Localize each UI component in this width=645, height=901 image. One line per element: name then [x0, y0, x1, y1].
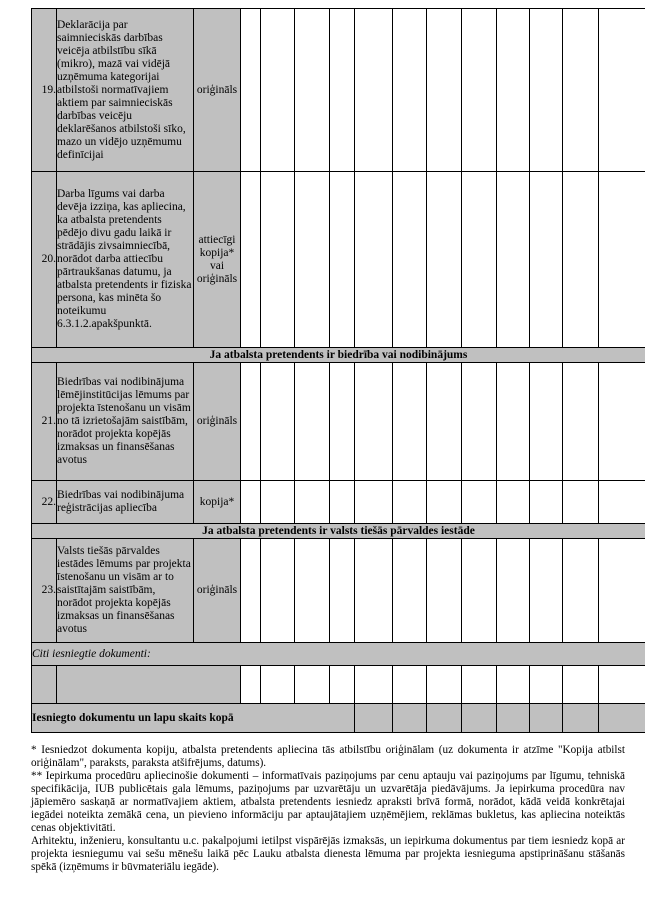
table-cell[interactable]	[497, 9, 530, 172]
row-number: 19.	[32, 9, 57, 172]
document-form: kopija*	[194, 481, 241, 524]
table-cell[interactable]	[530, 481, 563, 524]
table-cell[interactable]	[530, 704, 563, 733]
table-cell[interactable]	[241, 666, 261, 704]
table-cell[interactable]	[295, 9, 330, 172]
table-cell[interactable]	[599, 9, 645, 172]
row-number: 23.	[32, 539, 57, 643]
table-cell[interactable]	[530, 666, 563, 704]
table-cell[interactable]	[530, 539, 563, 643]
table-cell[interactable]	[295, 363, 330, 481]
table-cell[interactable]	[261, 666, 295, 704]
table-cell[interactable]	[57, 666, 241, 704]
table-cell[interactable]	[599, 481, 645, 524]
table-cell[interactable]	[462, 666, 497, 704]
table-cell[interactable]	[393, 172, 427, 348]
row-number: 22.	[32, 481, 57, 524]
table-cell[interactable]	[355, 481, 393, 524]
document-description: Darba līgums vai darba devēja izziņa, kas apliecina, ka atbalsta pretendents pēdējo divu gadu laikā ir strādājis zivsaimniecībā, norādot darba attiecību pārtraukšanas datumu, ja atbalsta pretendents ir fiziska persona, kas minēta šo noteikumu 6.3.1.2.apakšpunktā.	[57, 172, 194, 348]
table-row	[32, 539, 645, 643]
table-cell[interactable]	[462, 481, 497, 524]
table-cell[interactable]	[530, 363, 563, 481]
table-cell[interactable]	[393, 363, 427, 481]
table-cell[interactable]	[295, 172, 330, 348]
total-label: Iesniegto dokumentu un lapu skaits kopā	[32, 704, 355, 733]
table-cell[interactable]	[599, 172, 645, 348]
table-cell[interactable]	[241, 539, 261, 643]
table-cell[interactable]	[427, 363, 462, 481]
table-row	[32, 363, 645, 481]
footnote-copy: * Iesniedzot dokumenta kopiju, atbalsta pretendents apliecina tās atbilstību oriģinālam (uz dokumenta ir atzīme "Kopija atbilst oriģinālam", paraksts, paraksta atšifrējums, datums).	[31, 744, 625, 769]
table-cell[interactable]	[563, 666, 599, 704]
footnotes	[31, 744, 625, 874]
other-documents-label: Citi iesniegtie dokumenti:	[32, 643, 645, 666]
table-cell[interactable]	[599, 704, 645, 733]
table-cell[interactable]	[241, 363, 261, 481]
table-cell[interactable]	[261, 172, 295, 348]
table-cell[interactable]	[563, 539, 599, 643]
document-description: Biedrības vai nodibinājuma reģistrācijas apliecība	[57, 481, 194, 524]
table-cell[interactable]	[355, 9, 393, 172]
table-cell[interactable]	[295, 539, 330, 643]
document-form: oriģināls	[194, 363, 241, 481]
table-cell[interactable]	[497, 481, 530, 524]
table-cell[interactable]	[32, 666, 57, 704]
row-number: 20.	[32, 172, 57, 348]
table-cell[interactable]	[427, 172, 462, 348]
table-cell[interactable]	[462, 704, 497, 733]
table-cell[interactable]	[330, 666, 355, 704]
table-cell[interactable]	[330, 539, 355, 643]
table-cell[interactable]	[497, 363, 530, 481]
table-cell[interactable]	[261, 9, 295, 172]
table-cell[interactable]	[462, 363, 497, 481]
table-cell[interactable]	[462, 539, 497, 643]
documents-table	[31, 8, 645, 733]
table-cell[interactable]	[241, 9, 261, 172]
table-cell[interactable]	[530, 9, 563, 172]
section-heading: Ja atbalsta pretendents ir valsts tiešās pārvaldes iestāde	[32, 524, 645, 539]
document-form: oriģināls	[194, 9, 241, 172]
table-cell[interactable]	[462, 172, 497, 348]
table-cell[interactable]	[599, 666, 645, 704]
table-cell[interactable]	[563, 481, 599, 524]
table-cell[interactable]	[427, 9, 462, 172]
total-row	[32, 704, 645, 733]
table-cell[interactable]	[599, 539, 645, 643]
table-cell[interactable]	[393, 9, 427, 172]
table-cell[interactable]	[427, 704, 462, 733]
table-row	[32, 172, 645, 348]
section-row	[32, 643, 645, 666]
document-description: Biedrības vai nodibinājuma lēmējinstitūcijas lēmums par projekta īstenošanu un visām no tā izrietošajām saistībām, norādot projekta kopējās izmaksas un finansēšanas avotus	[57, 363, 194, 481]
table-cell[interactable]	[241, 481, 261, 524]
table-cell[interactable]	[355, 666, 393, 704]
table-cell[interactable]	[393, 539, 427, 643]
table-cell[interactable]	[497, 704, 530, 733]
table-cell[interactable]	[295, 666, 330, 704]
table-cell[interactable]	[427, 539, 462, 643]
table-cell[interactable]	[427, 666, 462, 704]
table-cell[interactable]	[563, 704, 599, 733]
table-cell[interactable]	[330, 172, 355, 348]
row-number: 21.	[32, 363, 57, 481]
section-row	[32, 348, 645, 363]
table-cell[interactable]	[355, 363, 393, 481]
footnote-procurement: ** Iepirkuma procedūru apliecinošie dokumenti – informatīvais paziņojums par cenu aptauju vai paziņojums par līgumu, tehniskā specifikācija, IUB publicētais gala lēmums, paziņojums par uzvarētāju un uzvarētāja piedāvājums. Ja iepirkuma procedūra nav jāpiemēro saskaņā ar normatīvajiem aktiem, atbalsta pretendents iesniedz apraksti brīvā formā, norādot, kādā veidā konkrētajai iegādei noteikta zemākā cena, un pievieno informāciju par aptaujātajiem uzņēmējiem, reklāmas bukletus, kas apliecina noteiktās cenas objektivitāti.	[31, 770, 625, 834]
table-row	[32, 9, 645, 172]
table-cell[interactable]	[563, 172, 599, 348]
table-cell[interactable]	[462, 9, 497, 172]
table-cell[interactable]	[497, 539, 530, 643]
table-cell[interactable]	[497, 666, 530, 704]
table-cell[interactable]	[355, 172, 393, 348]
table-cell[interactable]	[393, 481, 427, 524]
table-cell[interactable]	[330, 9, 355, 172]
table-cell[interactable]	[393, 704, 427, 733]
section-heading: Ja atbalsta pretendents ir biedrība vai nodibinājums	[32, 348, 645, 363]
document-description: Valsts tiešās pārvaldes iestādes lēmums par projekta īstenošanu un visām ar to saistītajām saistībām, norādot projekta kopējās izmaksas un finansēšanas avotus	[57, 539, 194, 643]
table-cell[interactable]	[261, 363, 295, 481]
document-form: oriģināls	[194, 539, 241, 643]
table-row	[32, 481, 645, 524]
table-cell[interactable]	[330, 363, 355, 481]
table-row	[32, 666, 645, 704]
document-description: Deklarācija par saimnieciskās darbības veicēja atbilstību sīkā (mikro), mazā vai vidējā uzņēmuma kategorijai atbilstoši normatīvajiem aktiem par saimnieciskās darbības veicēju deklarēšanos atbilstoši sīko, mazo un vidējo uzņēmumu definīcijai	[57, 9, 194, 172]
table-cell[interactable]	[330, 481, 355, 524]
table-cell[interactable]	[393, 666, 427, 704]
table-cell[interactable]	[295, 481, 330, 524]
table-cell[interactable]	[241, 172, 261, 348]
table-cell[interactable]	[355, 539, 393, 643]
table-cell[interactable]	[599, 363, 645, 481]
section-row	[32, 524, 645, 539]
footnote-services: Arhitektu, inženieru, konsultantu u.c. pakalpojumi ietilpst vispārējās izmaksās, un iepirkuma dokumentus par tiem iesniedz kopā ar projekta iesniegumu vai sešu mēnešu laikā pēc Lauku atbalsta dienesta lēmuma par projekta iesnieguma apstiprināšanu stāšanās spēkā (izņēmums ir būvmateriālu iegāde).	[31, 835, 625, 873]
document-form: attiecīgi kopija* vai oriģināls	[194, 172, 241, 348]
table-cell[interactable]	[261, 481, 295, 524]
table-cell[interactable]	[563, 9, 599, 172]
table-cell[interactable]	[563, 363, 599, 481]
table-cell[interactable]	[427, 481, 462, 524]
table-cell[interactable]	[497, 172, 530, 348]
table-cell[interactable]	[530, 172, 563, 348]
table-cell[interactable]	[261, 539, 295, 643]
table-cell[interactable]	[355, 704, 393, 733]
